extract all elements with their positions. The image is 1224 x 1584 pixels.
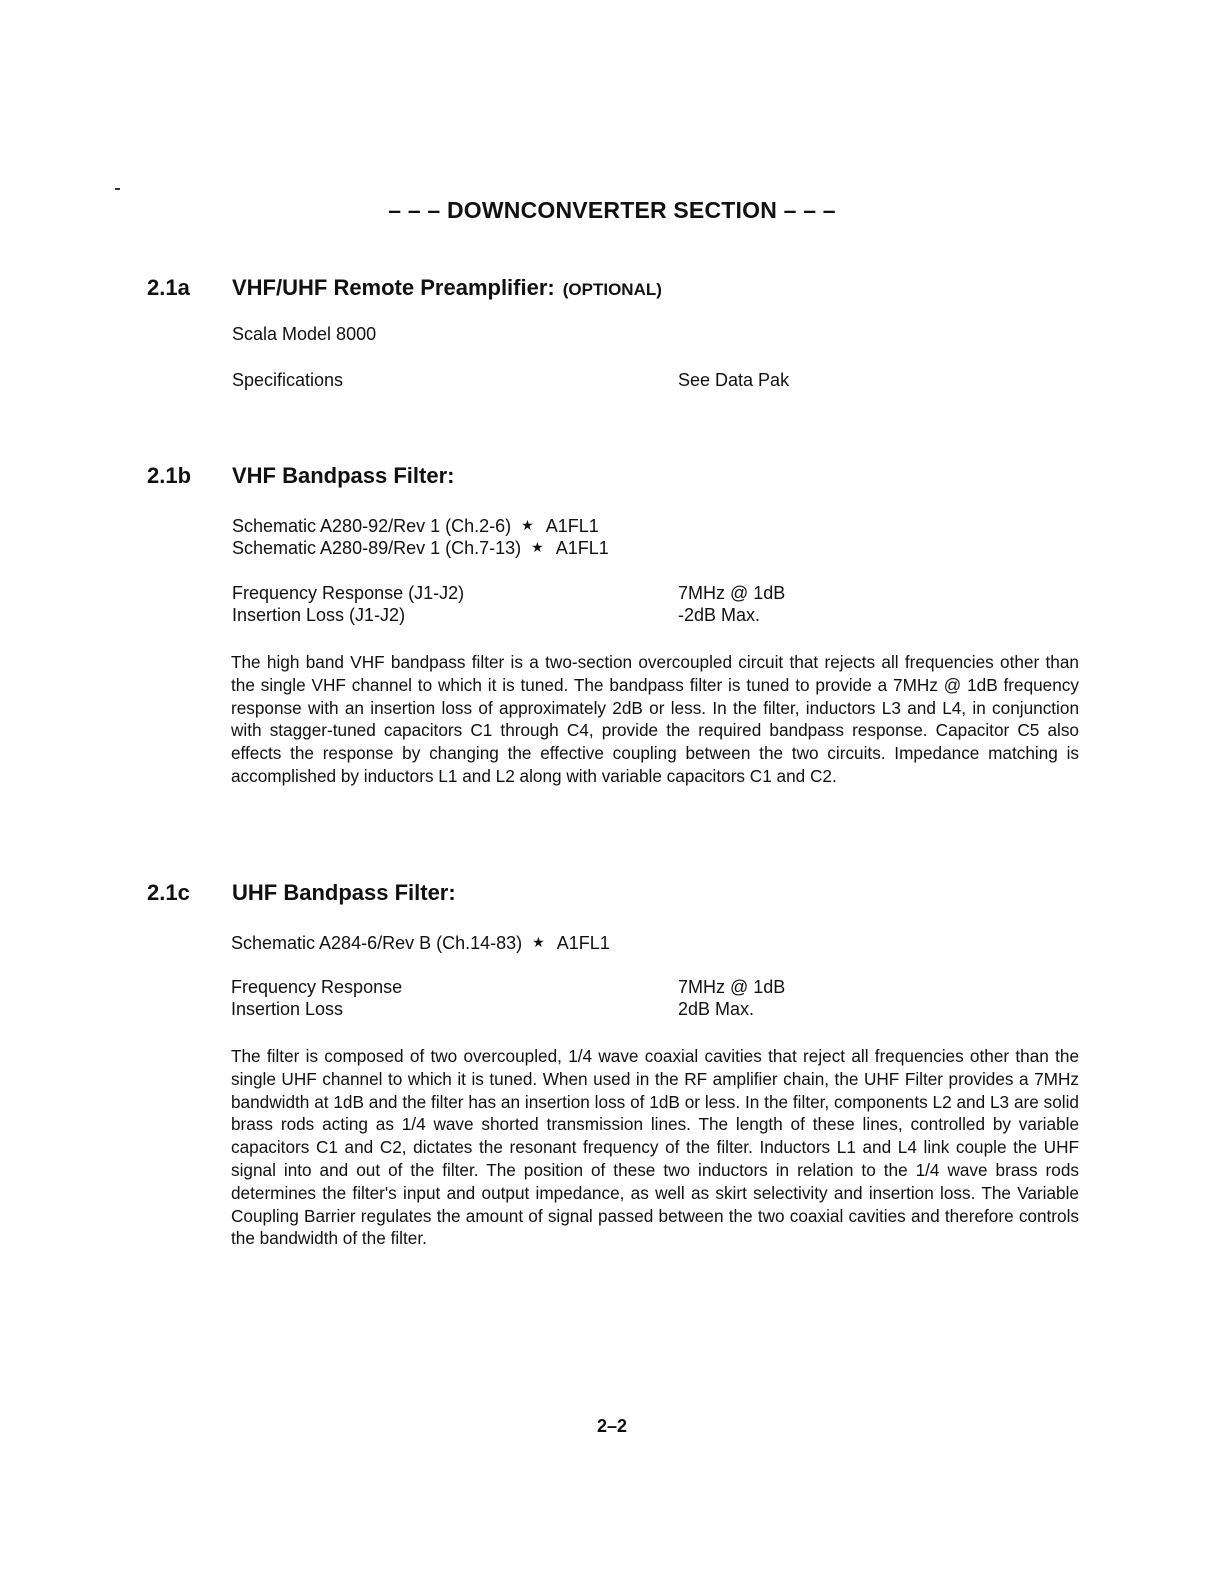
star-icon: ★ xyxy=(531,539,544,555)
schematic-line xyxy=(232,536,609,559)
schematic-text: Schematic A280-89/Rev 1 (Ch.7-13) xyxy=(232,538,522,558)
star-icon: ★ xyxy=(532,934,545,950)
schematic-text: Schematic A280-92/Rev 1 (Ch.2-6) xyxy=(232,516,512,536)
schematic-ref: A1FL1 xyxy=(555,538,609,558)
uhf-filter-description: The filter is composed of two overcoupled, 1/4 wave coaxial cavities that reject all frequencies other than the single UHF channel to which it is tuned. When used in the RF amplifier chain, the UHF Filter provides a 7MHz bandwidth at 1dB and the filter has an insertion loss of 1dB or less. In the filter, components L2 and L3 are solid brass rods acting as 1/4 wave shorted transmission lines. The length of these lines, controlled by variable capacitors C1 and C2, dictates the resonant frequency of the filter. Inductors L1 and L4 link couple the UHF signal into and out of the filter. The position of these two inductors in relation to the 1/4 wave brass rods determines the filter's input and output impedance, as well as skirt selectivity and insertion loss. The Variable Coupling Barrier regulates the amount of signal passed between the two coaxial cavities and therefore controls the bandwidth of the filter. xyxy=(231,1046,1079,1249)
spec-label: Insertion Loss (J1-J2) xyxy=(232,605,406,625)
section-number-2-1c: 2.1c xyxy=(147,880,190,905)
spec-value: 7MHz @ 1dB xyxy=(678,977,786,997)
schematic-ref: A1FL1 xyxy=(556,933,610,953)
spec-label: Frequency Response (J1-J2) xyxy=(232,583,465,603)
spec-label: Specifications xyxy=(232,370,344,390)
scan-speck xyxy=(115,188,120,190)
section-number-2-1b: 2.1b xyxy=(147,463,192,488)
schematic-line xyxy=(231,931,610,954)
star-icon: ★ xyxy=(521,517,534,533)
model-line: Scala Model 8000 xyxy=(232,324,377,344)
schematic-line xyxy=(232,514,599,537)
spec-value: See Data Pak xyxy=(678,370,790,390)
spec-label: Insertion Loss xyxy=(231,999,344,1019)
section-title: – – – DOWNCONVERTER SECTION – – – xyxy=(388,197,836,223)
spec-value: 2dB Max. xyxy=(678,999,755,1019)
heading-text: VHF/UHF Remote Preamplifier: xyxy=(232,275,555,300)
spec-value: 7MHz @ 1dB xyxy=(678,583,786,603)
section-heading-uhf-bandpass-filter: UHF Bandpass Filter: xyxy=(232,880,456,905)
page-number: 2–2 xyxy=(596,1416,628,1436)
optional-tag: (OPTIONAL) xyxy=(562,280,662,299)
section-number-2-1a: 2.1a xyxy=(147,275,190,300)
vhf-filter-description: The high band VHF bandpass filter is a two-section overcoupled circuit that rejects all frequencies other than the single VHF channel to which it is tuned. The bandpass filter is tuned to provide a 7MHz @ 1dB frequency response with an insertion loss of approximately 2dB or less. In the filter, inductors L3 and L4, in conjunction with stagger-tuned capacitors C1 through C4, provide the required bandpass response. Capacitor C5 also effects the response by changing the effective coupling between the two circuits. Impedance matching is accomplished by inductors L1 and L2 along with variable capacitors C1 and C2. xyxy=(231,652,1079,786)
schematic-ref: A1FL1 xyxy=(545,516,599,536)
section-heading-remote-preamplifier xyxy=(232,275,662,301)
section-heading-vhf-bandpass-filter: VHF Bandpass Filter: xyxy=(232,463,455,488)
spec-value: -2dB Max. xyxy=(678,605,761,625)
schematic-text: Schematic A284-6/Rev B (Ch.14-83) xyxy=(231,933,523,953)
spec-label: Frequency Response xyxy=(231,977,403,997)
